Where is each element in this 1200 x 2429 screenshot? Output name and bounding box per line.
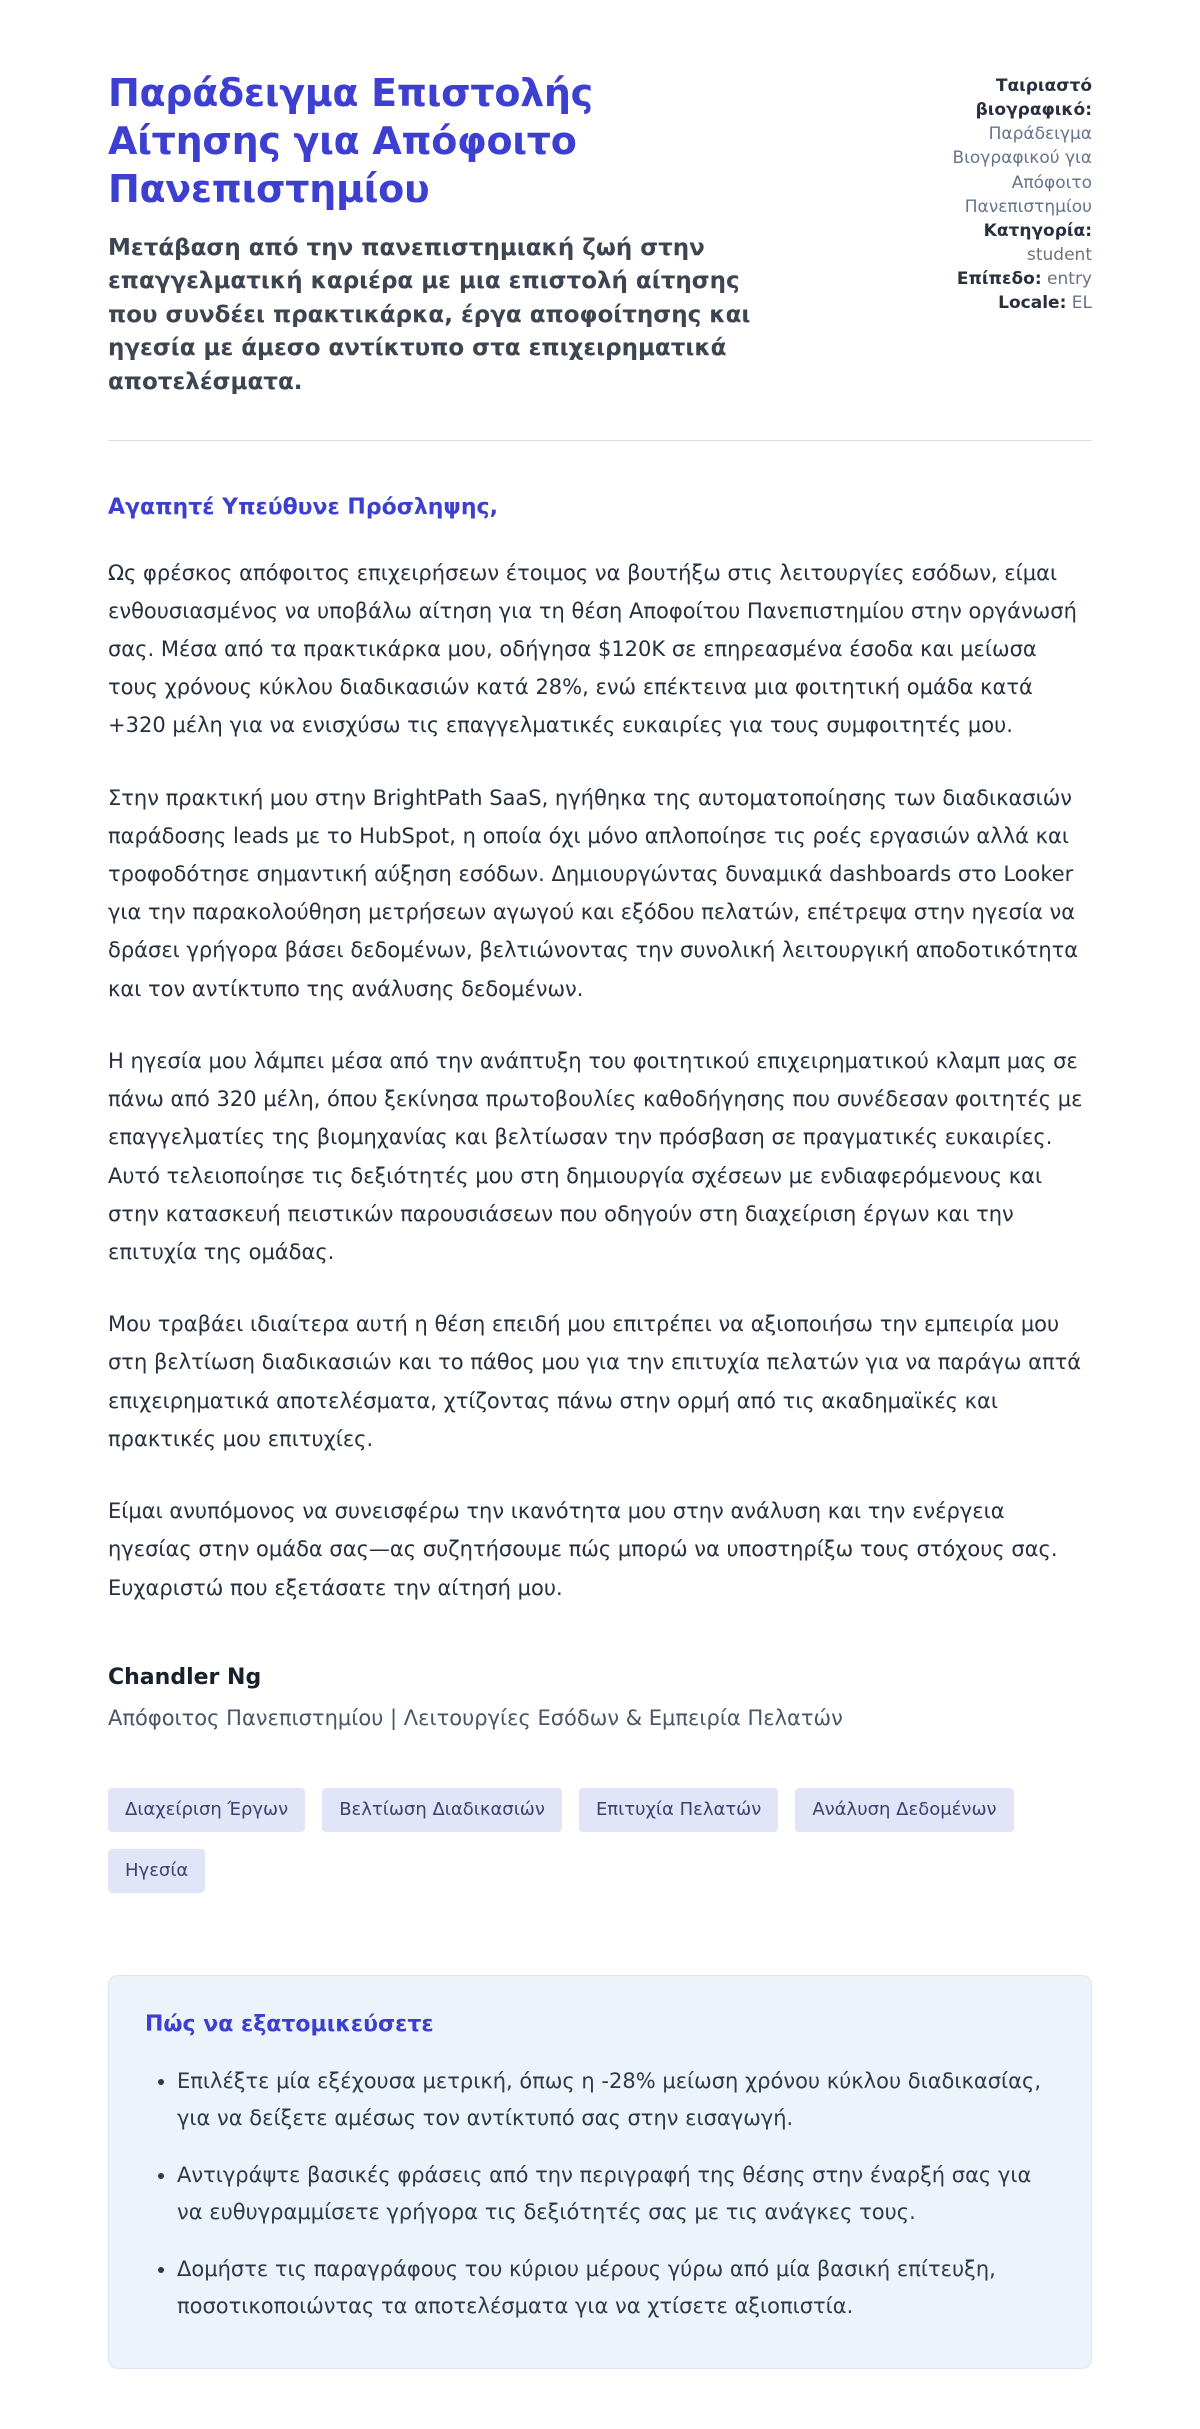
tip-item: • Επιλέξτε μία εξέχουσα μετρική, όπως η -28% μείωση χρόνου κύκλου διαδικασίας, για να δείξετε αμέσως τον αντίκτυπό σας στην εισαγωγή.: [177, 2063, 1049, 2137]
meta-category-value: student: [1027, 244, 1092, 265]
signature-name: Chandler Ng: [108, 1664, 262, 1690]
page-subtitle: Μετάβαση από την πανεπιστημιακή ζωή στην επαγγελματική καριέρα με μια επιστολή αίτησης που συνδέει πρακτικάρκα, έργα αποφοίτησης και ηγεσία με άμεσο αντίκτυπο στα επιχειρηματικά αποτελέσματα.: [108, 234, 751, 395]
tips-title: Πώς να εξατομικεύσετε: [145, 2011, 434, 2037]
meta-resume-label: Ταιριαστό βιογραφικό:: [975, 76, 1092, 121]
meta-resume-link[interactable]: Παράδειγμα Βιογραφικού για Απόφοιτο Πανεπιστημίου: [952, 124, 1092, 217]
page-title: Παράδειγμα Επιστολής Αίτησης για Απόφοιτο Πανεπιστημίου: [108, 71, 593, 211]
tags-row: [108, 1788, 1092, 1893]
tip-item: • Αντιγράψτε βασικές φράσεις από την περιγραφή της θέσης στην έναρξή σας για να ευθυγραμμίσετε γρήγορα τις δεξιότητές σας με τις ανάγκες τους.: [177, 2157, 1049, 2231]
tips-list: [145, 2063, 1049, 2325]
tag-chip[interactable]: Ανάλυση Δεδομένων: [795, 1788, 1013, 1832]
letter-greeting: Αγαπητέ Υπεύθυνε Πρόσληψης,: [108, 494, 498, 520]
tag-chip[interactable]: Διαχείριση Έργων: [108, 1788, 305, 1832]
signature-title: Απόφοιτος Πανεπιστημίου | Λειτουργίες Εσόδων & Εμπειρία Πελατών: [108, 1705, 843, 1730]
meta-locale-label: Locale:: [998, 293, 1067, 314]
page-header: [108, 70, 1092, 400]
meta-locale-value: EL: [1071, 293, 1092, 314]
letter-paragraph: Μου τραβάει ιδιαίτερα αυτή η θέση επειδή μου επιτρέπει να αξιοποιήσω την εμπειρία μου στη βελτίωση διαδικασιών και το πάθος μου για την επιτυχία πελατών για να παράγω απτά επιχειρηματικά αποτελέσματα, χτίζοντας πάνω στην ορμή από τις ακαδημαϊκές και πρακτικές μου επιτυχίες.: [108, 1312, 1082, 1451]
letter-paragraph: Ως φρέσκος απόφοιτος επιχειρήσεων έτοιμος να βουτήξω στις λειτουργίες εσόδων, είμαι ενθουσιασμένος να υποβάλω αίτηση για τη θέση Αποφοίτου Πανεπιστημίου στην οργάνωσή σας. Μέσα από τα πρακτικάρκα μου, οδήγησα $120K σε επηρεασμένα έσοδα και μείωσα τους χρόνους κύκλου διαδικασιών κατά 28%, ενώ επέκτεινα μια φοιτητική ομάδα κατά +320 μέλη για να ενισχύσω τις επαγγελματικές ευκαιρίες για τους συμφοιτητές μου.: [108, 560, 1077, 738]
meta-level-label: Επίπεδο:: [956, 269, 1042, 289]
meta-level: [920, 267, 1092, 291]
letter-paragraph: Στην πρακτική μου στην BrightPath SaaS, ηγήθηκα της αυτοματοποίησης των διαδικασιών παράδοσης leads με το HubSpot, η οποία όχι μόνο απλοποίησε τις ροές εργασιών αλλά και τροφοδότησε σημαντική αύξηση εσόδων. Δημιουργώντας δυναμικά dashboards στο Looker για την παρακολούθηση μετρήσεων αγωγού και εξόδου πελατών, επέτρεψα στην ηγεσία να δράσει γρήγορα βάσει δεδομένων, βελτιώνοντας την συνολική λειτουργική αποδοτικότητα και τον αντίκτυπο της ανάλυσης δεδομένων.: [108, 785, 1079, 1001]
meta-category-label: Κατηγορία:: [983, 220, 1092, 241]
tag-chip[interactable]: Ηγεσία: [108, 1849, 205, 1893]
letter-paragraph: Είμαι ανυπόμονος να συνεισφέρω την ικανότητα μου στην ανάλυση και την ενέργεια ηγεσίας στην ομάδα σας—ας συζητήσουμε πώς μπορώ να υποστηρίξω τους στόχους σας. Ευχαριστώ που εξετάσατε την αίτησή μου.: [108, 1499, 1058, 1600]
tips-box: [108, 1975, 1092, 2370]
meta-category: [920, 219, 1092, 267]
letter-paragraph: Η ηγεσία μου λάμπει μέσα από την ανάπτυξη του φοιτητικού επιχειρηματικού κλαμπ μας σε πάνω από 320 μέλη, όπου ξεκίνησα πρωτοβουλίες καθοδήγησης που συνέδεσαν φοιτητές με επαγγελματίες της βιομηχανίας και βελτίωσαν την πρόσβαση σε πραγματικές ευκαιρίες. Αυτό τελειοποίησε τις δεξιότητές μου στη δημιουργία σχέσεων με ενδιαφερόμενους και στην κατασκευή πειστικών παρουσιάσεων που οδηγούν στη διαχείριση έργων και την επιτυχία της ομάδας.: [108, 1048, 1083, 1265]
tip-item: • Δομήστε τις παραγράφους του κύριου μέρους γύρω από μία βασική επίτευξη, ποσοτικοποιώντας τα αποτελέσματα για να χτίσετε αξιοπιστία.: [177, 2251, 1049, 2325]
tag-chip[interactable]: Βελτίωση Διαδικασιών: [322, 1788, 562, 1832]
meta-panel: [920, 70, 1092, 315]
page: [108, 0, 1092, 2429]
meta-resume: [920, 74, 1092, 219]
meta-level-value: entry: [1047, 269, 1092, 289]
header-left: [108, 70, 778, 400]
header-divider: [108, 440, 1092, 441]
cover-letter-body: [108, 495, 1092, 1730]
meta-locale: [920, 291, 1092, 315]
tag-chip[interactable]: Επιτυχία Πελατών: [579, 1788, 778, 1832]
